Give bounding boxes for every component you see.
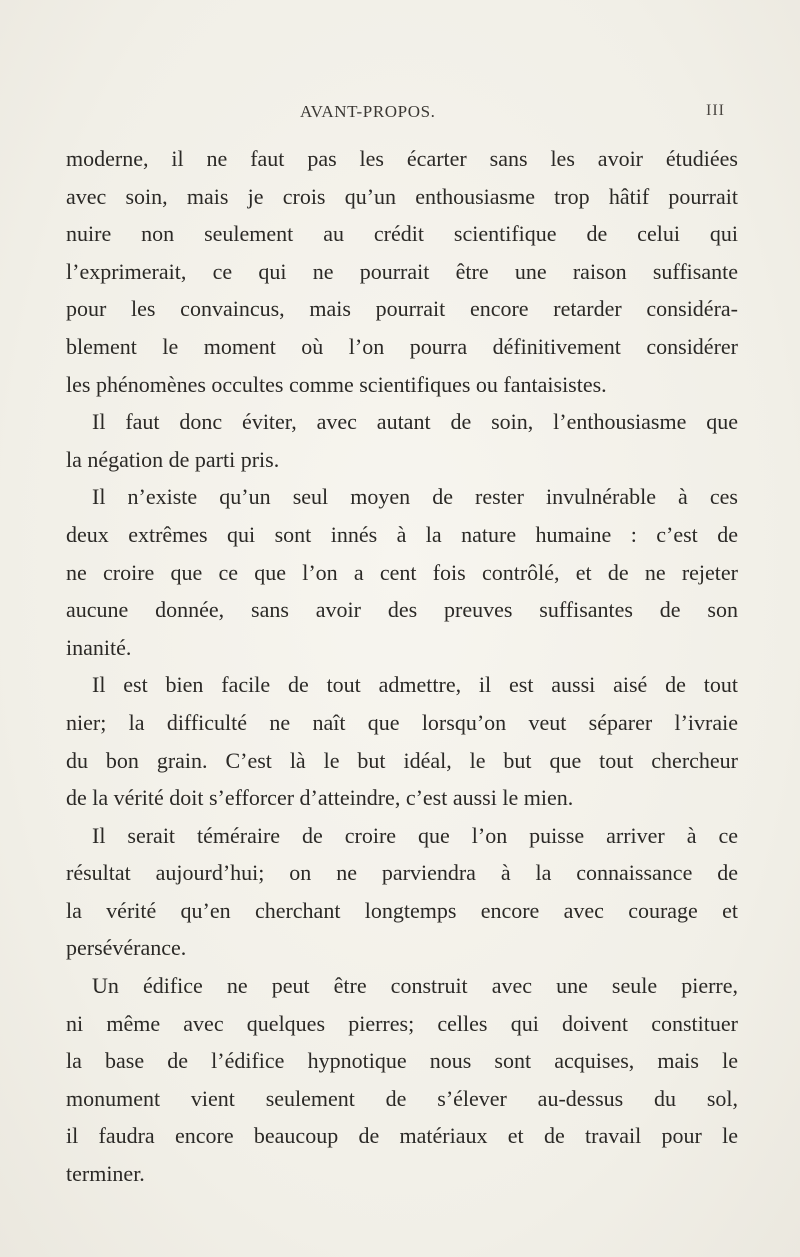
- text-line: l’exprimerait, ce qui ne pourrait être une raison suffisante: [66, 258, 738, 284]
- running-head: [0, 102, 800, 126]
- text-line: monument vient seulement de s’élever au-dessus du sol,: [66, 1085, 738, 1111]
- text-line: terminer.: [66, 1161, 145, 1187]
- text-line: du bon grain. C’est là le but idéal, le but que tout chercheur: [66, 747, 738, 773]
- text-line: aucune donnée, sans avoir des preuves suffisantes de son: [66, 597, 738, 623]
- text-line: ni même avec quelques pierres; celles qui doivent constituer: [66, 1010, 738, 1036]
- body-text: [66, 140, 738, 1193]
- text-line: Il faut donc éviter, avec autant de soin, l’enthousiasme que: [92, 409, 738, 435]
- text-line: moderne, il ne faut pas les écarter sans les avoir étudiées: [66, 146, 738, 171]
- text-line: nier; la difficulté ne naît que lorsqu’on veut séparer l’ivraie: [66, 709, 738, 735]
- text-line: la base de l’édifice hypnotique nous sont acquises, mais le: [66, 1048, 738, 1074]
- text-line: de la vérité doit s’efforcer d’atteindre, c’est aussi le mien.: [66, 785, 574, 811]
- text-line: inanité.: [66, 634, 132, 660]
- text-line: avec soin, mais je crois qu’un enthousiasme trop hâtif pourrait: [66, 183, 738, 209]
- text-line: Il serait téméraire de croire que l’on puisse arriver à ce: [92, 822, 738, 848]
- text-line: blement le moment où l’on pourra définitivement considérer: [66, 333, 738, 359]
- text-line: persévérance.: [66, 935, 187, 961]
- text-line: Il est bien facile de tout admettre, il est aussi aisé de tout: [92, 672, 738, 698]
- text-line: les phénomènes occultes comme scientifiques ou fantaisistes.: [66, 371, 607, 397]
- page-number: III: [706, 102, 725, 119]
- text-line: Il n’existe qu’un seul moyen de rester invulnérable à ces: [92, 484, 738, 510]
- text-line: deux extrêmes qui sont innés à la nature humaine : c’est de: [66, 521, 738, 547]
- text-line: il faudra encore beaucoup de matériaux et de travail pour le: [66, 1123, 738, 1149]
- text-line: pour les convaincus, mais pourrait encore retarder considéra-: [66, 296, 738, 322]
- text-line: résultat aujourd’hui; on ne parviendra à la connaissance de: [66, 860, 738, 886]
- text-line: la négation de parti pris.: [66, 446, 280, 472]
- text-line: la vérité qu’en cherchant longtemps encore avec courage et: [66, 897, 738, 923]
- text-line: ne croire que ce que l’on a cent fois contrôlé, et de ne rejeter: [66, 559, 738, 585]
- text-line: nuire non seulement au crédit scientifique de celui qui: [66, 221, 738, 247]
- text-line: Un édifice ne peut être construit avec une seule pierre,: [92, 973, 738, 999]
- running-title: AVANT-PROPOS.: [300, 102, 436, 121]
